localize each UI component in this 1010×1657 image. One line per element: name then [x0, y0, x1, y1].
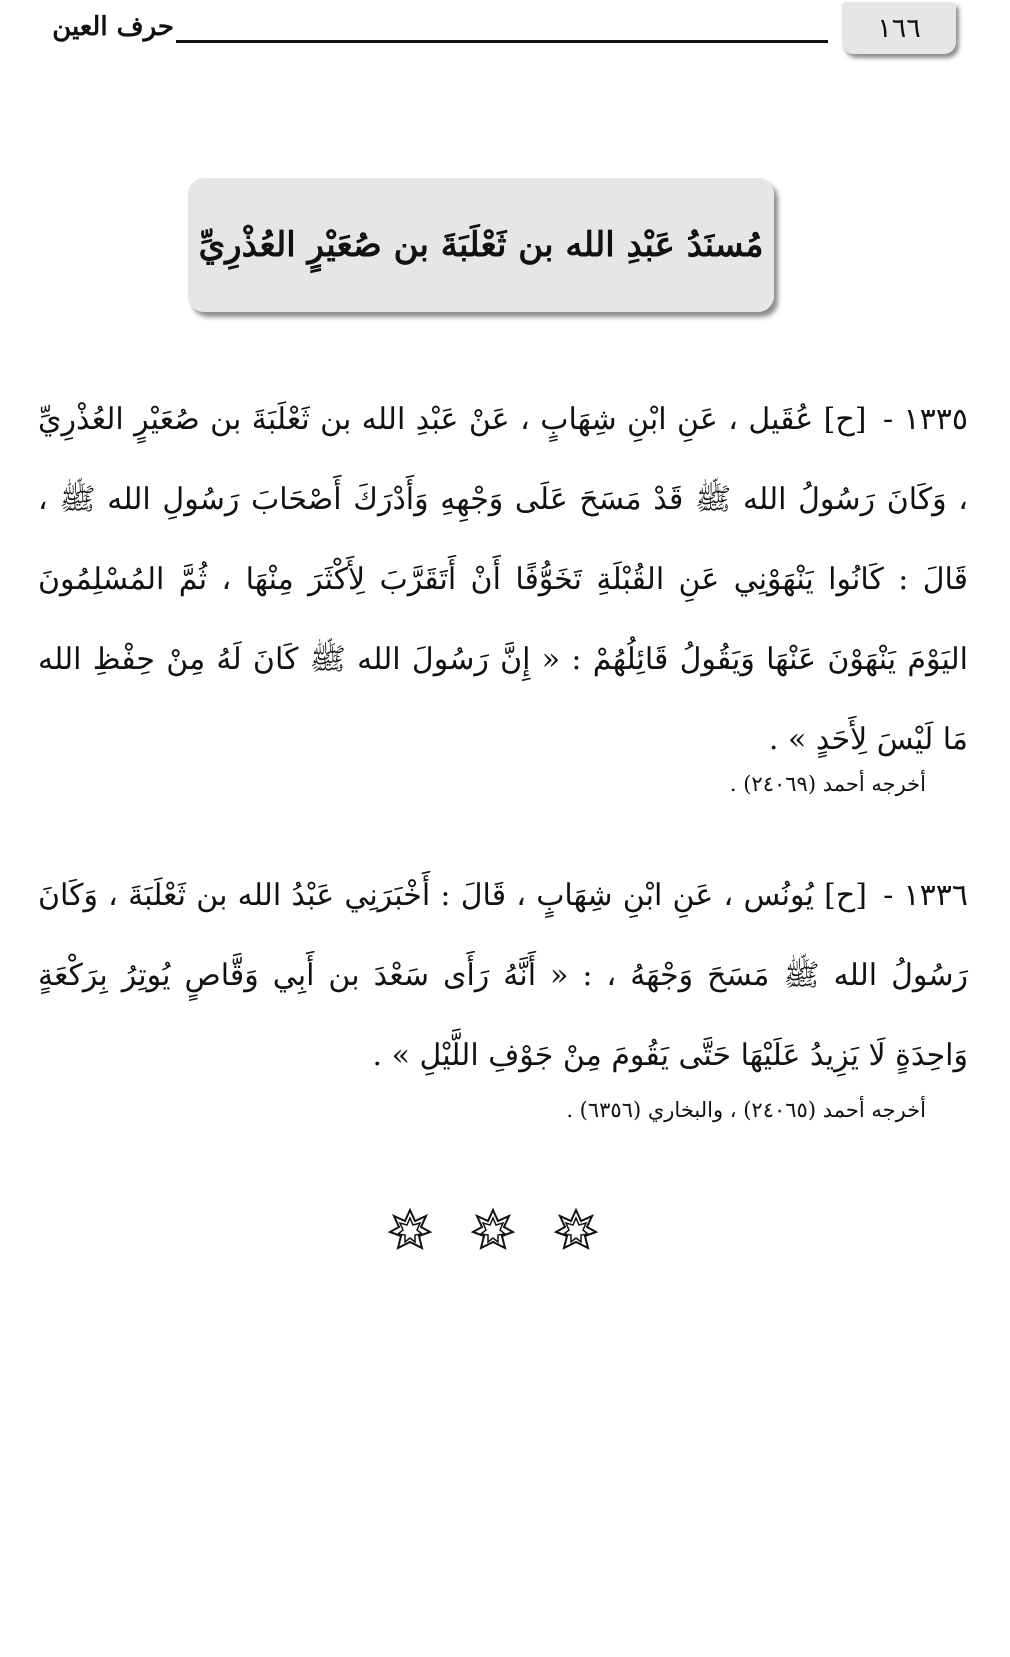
hadith-takhrij: أخرجه أحمد (٢٤٠٦٩) .: [729, 772, 926, 796]
star-ornament-icon: [554, 1208, 598, 1252]
hadith-text: [ح] عُقَيل ، عَنِ ابْنِ شِهَابٍ ، عَنْ عَبْدِ الله بن ثَعْلَبَةَ بن صُعَيْرٍ العُذْرِيِّ ، وَكَانَ رَسُولُ الله ﷺ قَدْ مَسَحَ عَلَى وَجْهِهِ وَأَدْرَكَ أَصْحَابَ رَسُولِ الله ﷺ ، قَالَ : كَانُوا يَنْهَوْنِي عَنِ القُبْلَةِ تَخَوُّفًا أَنْ أَتَقَرَّبَ لِأَكْثَرَ مِنْهَا ، ثُمَّ المُسْلِمُونَ اليَوْمَ يَنْهَوْنَ عَنْهَا وَيَقُولُ قَائِلُهُمْ : « إِنَّ رَسُولَ الله ﷺ كَانَ لَهُ مِنْ حِفْظِ الله مَا لَيْسَ لِأَحَدٍ » .: [38, 402, 968, 757]
hadith-takhrij: أخرجه أحمد (٢٤٠٦٥) ، والبخاري (٦٣٥٦) .: [566, 1098, 926, 1122]
hadith-entry: [38, 856, 968, 1096]
star-ornament-icon: [471, 1208, 515, 1252]
section-title: مُسنَدُ عَبْدِ الله بن ثَعْلَبَةَ بن صُعَيْرٍ العُذْرِيِّ: [198, 225, 764, 265]
hadith-entry: [38, 380, 968, 780]
header-rule: [176, 40, 828, 43]
section-title-box: [188, 178, 774, 312]
page-number: ١٦٦: [877, 12, 921, 44]
running-title: حرف العين: [52, 12, 174, 42]
star-ornament-icon: [388, 1208, 432, 1252]
section-end-ornaments: [388, 1208, 598, 1254]
page-number-box: [842, 2, 956, 54]
hadith-number: ١٣٣٥ -: [882, 402, 968, 437]
hadith-text: [ح] يُونُس ، عَنِ ابْنِ شِهَابٍ ، قَالَ : أَخْبَرَنِي عَبْدُ الله بن ثَعْلَبَةَ ، وَكَانَ رَسُولُ الله ﷺ مَسَحَ وَجْهَهُ ، : « أَنَّهُ رَأَى سَعْدَ بن أَبِي وَقَّاصٍ يُوتِرُ بِرَكْعَةٍ وَاحِدَةٍ لَا يَزِيدُ عَلَيْهَا حَتَّى يَقُومَ مِنْ جَوْفِ اللَّيْلِ » .: [38, 878, 968, 1073]
hadith-number: ١٣٣٦ -: [883, 878, 968, 913]
